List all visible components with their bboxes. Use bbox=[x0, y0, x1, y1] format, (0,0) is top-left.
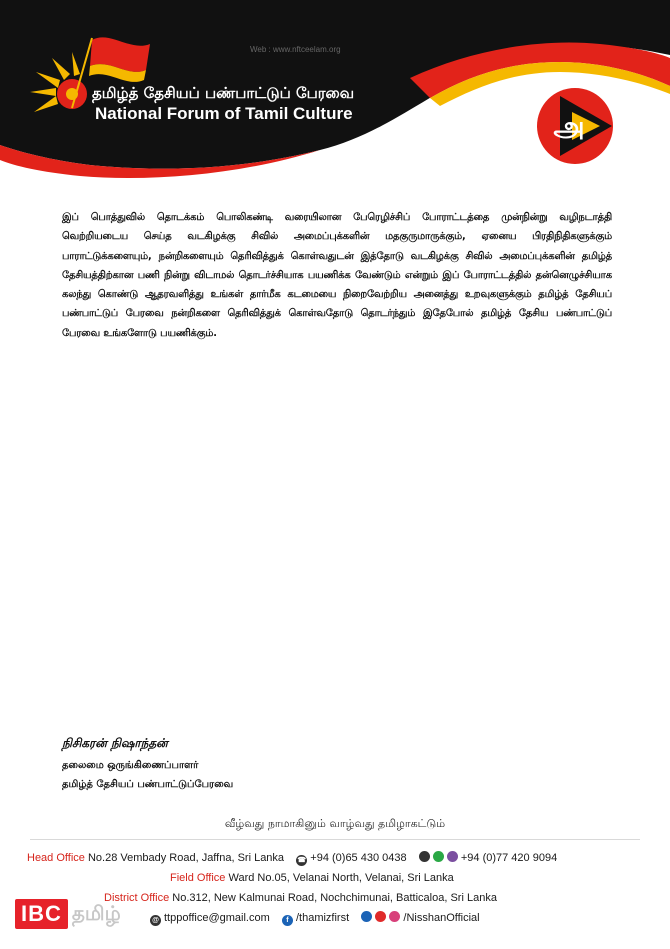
head-office-label: Head Office bbox=[27, 852, 85, 864]
org-name-english: National Forum of Tamil Culture bbox=[95, 104, 353, 123]
facebook-icon: f bbox=[282, 915, 293, 926]
head-office-row bbox=[27, 851, 557, 866]
district-office-label: District Office bbox=[104, 892, 170, 904]
ibc-watermark bbox=[15, 897, 121, 931]
signature-role: தலைமை ஒருங்கிணைப்பாளர் bbox=[62, 760, 199, 771]
viber-icon bbox=[447, 851, 458, 862]
ibc-tamil-text: தமிழ் bbox=[71, 900, 121, 925]
website-url: Web : www.nftceelam.org bbox=[250, 45, 341, 54]
social-handle: /NisshanOfficial bbox=[403, 912, 480, 924]
contact-row bbox=[150, 911, 480, 926]
phone-icon: ☎ bbox=[297, 857, 307, 864]
ibc-logo: IBC bbox=[15, 899, 68, 929]
org-name-tamil: தமிழ்த் தேசியப் பண்பாட்டுப் பேரவை bbox=[92, 84, 355, 102]
letter-body: இப் பொத்துவில் தொடக்கம் பொலிகண்டி வரையிலான பேரெழிச்சிப் போராட்டத்தை முன்நின்று வழிநடாத்தி வெற்றியடைய செய்த வடகிழக்கு சிவில் அமைப்புக்களின் மதகுருமாருக்கும், ஏனைய பிரதிநிதிகளுக்கும் பாராட்டுக்களையும், நன்றிகளையும் தெரிவித்துக் கொள்வதுடன் இத்தோடு வடகிழக்கு சிவில் அமைப்புக்களின் தமிழ்த் தேசியத்திற்கான பணி நின்று விடாமல் தொடர்ச்சியாக பயணிக்க வேண்டும் என்றும் இப் போராட்டத்தில் தன்னெழுச்சியாக கலந்து கொண்டு ஆதரவளித்து உங்கள் தார்மீக கடமையை நிறைவேற்றிய அனைத்து உறவுகளுக்கும் தமிழ்த் தேசியப் பண்பாட்டுப் பேரவை நன்றிகளை தெரிவித்துக் கொள்வதோடு தொடர்ந்தும் இதேபோல் தமிழ்த் தேசிய பண்பாட்டுப் பேரவை உங்களோடு பயணிக்கும். bbox=[62, 212, 612, 339]
emblem-letter: அ bbox=[553, 110, 585, 143]
district-office-address: No.312, New Kalmunai Road, Nochchimunai, Batticaloa, Sri Lanka bbox=[172, 892, 497, 904]
youtube-icon bbox=[375, 911, 386, 922]
district-office-row bbox=[104, 892, 497, 904]
footer-divider bbox=[30, 839, 640, 840]
phone-1: +94 (0)65 430 0438 bbox=[310, 852, 407, 864]
phone-2: +94 (0)77 420 9094 bbox=[460, 852, 558, 864]
email-icon: @ bbox=[150, 915, 161, 926]
mobile-icon bbox=[419, 851, 430, 862]
instagram-icon bbox=[389, 911, 400, 922]
social-icon-1 bbox=[361, 911, 372, 922]
motto: வீழ்வது நாமாகினும் வாழ்வது தமிழாகட்டும் bbox=[224, 817, 446, 830]
signature-name: நிசிகரன் நிஷாந்தன் bbox=[62, 736, 168, 750]
signature-organization: தமிழ்த் தேசியப் பண்பாட்டுப்பேரவை bbox=[62, 779, 234, 790]
email: ttppoffice@gmail.com bbox=[164, 912, 270, 924]
field-office-row bbox=[170, 872, 454, 884]
head-office-address: No.28 Vembady Road, Jaffna, Sri Lanka bbox=[87, 852, 285, 864]
whatsapp-icon bbox=[433, 851, 444, 862]
field-office-address: Ward No.05, Velanai North, Velanai, Sri Lanka bbox=[228, 872, 454, 884]
field-office-label: Field Office bbox=[170, 872, 226, 884]
facebook-handle: /thamizfirst bbox=[295, 912, 350, 924]
